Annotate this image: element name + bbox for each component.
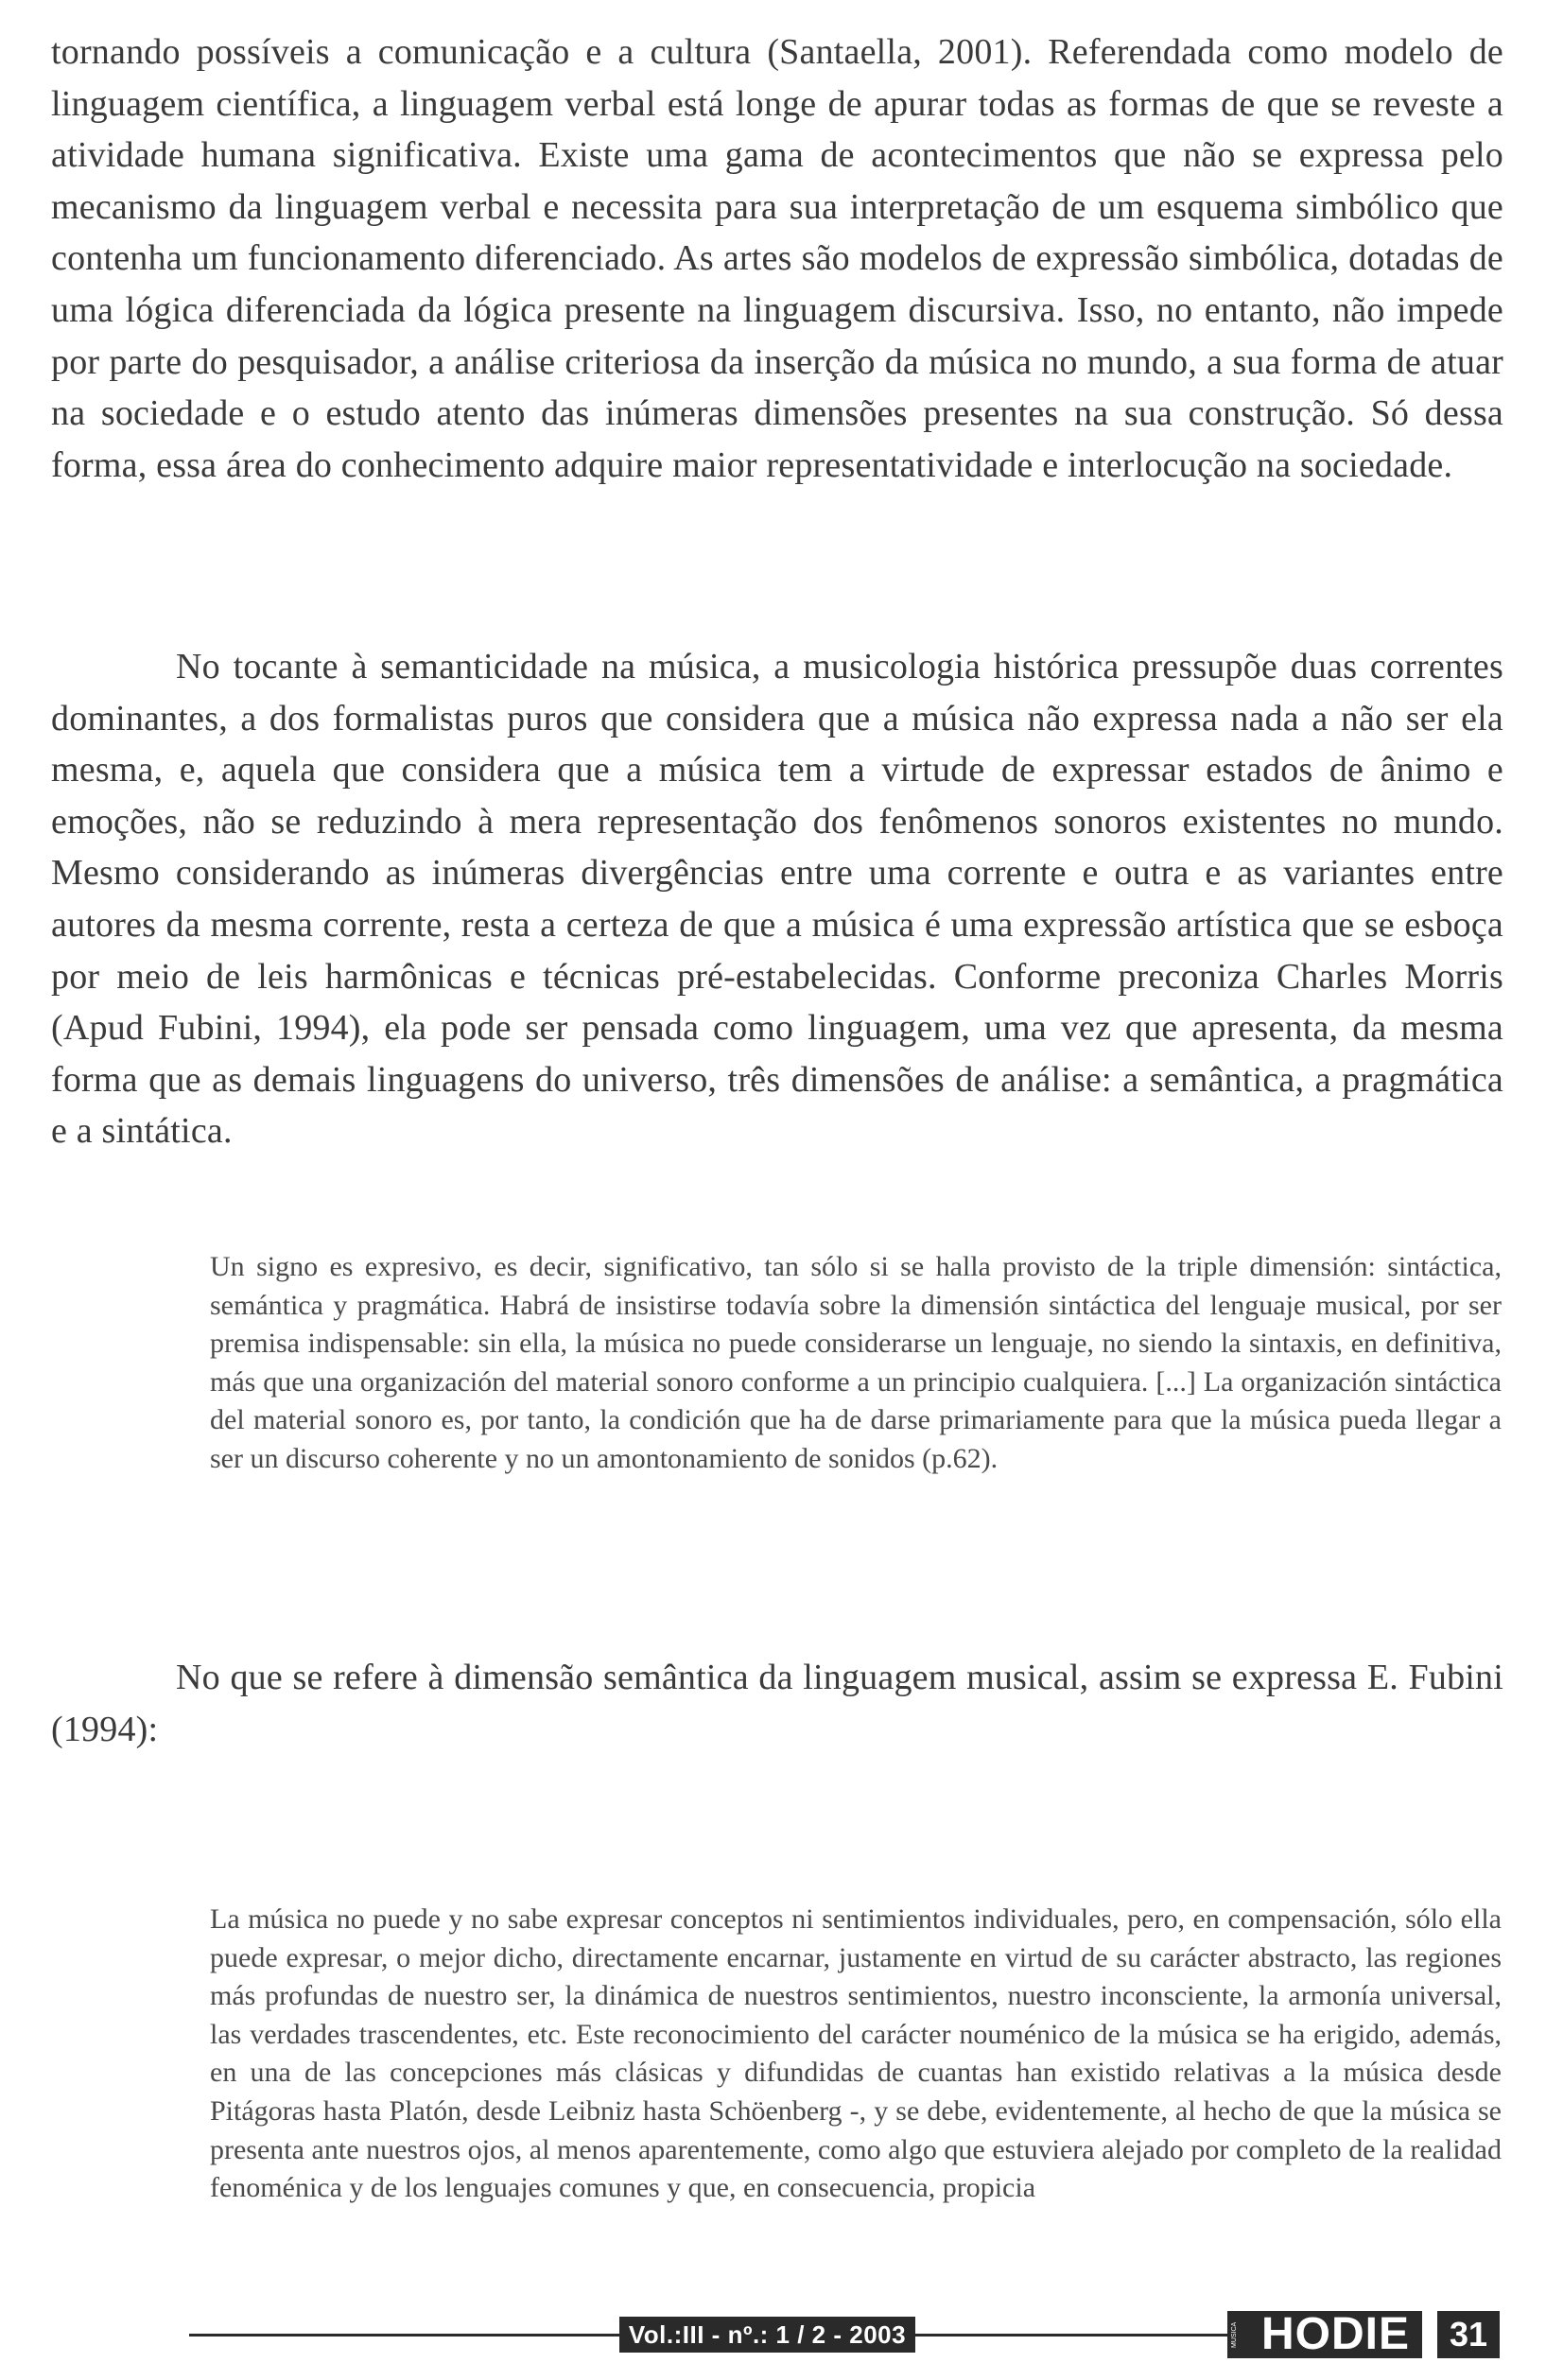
- footer-rule-left: [189, 2334, 619, 2337]
- logo-text: HODIE: [1261, 2309, 1411, 2359]
- block-quote-2: La música no puede y no sabe expresar conceptos ni sentimientos individuales, pero, en compensación, sólo ella puede expresar, o mejor dicho, directamente encarnar, justamente en virtud de su carácter abstracto, las regiones más profundas de nuestro ser, la dinámica de nuestros sentimientos, nuestro inconsciente, la armonía universal, las verdades trascendentes, etc. Este reconocimiento del carácter nouménico de la música se ha erigido, además, en una de las concepciones más clásicas y difundidas de cuantas han existido relativas a la música desde Pitágoras hasta Platón, desde Leibniz hasta Schöenberg -, y se debe, evidentemente, al hecho de que la música se presenta ante nuestros ojos, al menos aparentemente, como algo que estuviera alejado por completo de la realidad fenoménica y de los lenguajes comunes y que, en consecuencia, propicia: [210, 1903, 1502, 2204]
- footer-rule-middle: [915, 2334, 1227, 2337]
- paragraph-1: tornando possíveis a comunicação e a cultura (Santaella, 2001). Referendada como modelo de linguagem científica, a linguagem verbal está longe de apurar todas as formas de que se reveste a atividade humana significativa. Existe uma gama de acontecimentos que não se expressa pelo mecanismo da linguagem verbal e necessita para sua interpretação de um esquema simbólico que contenha um funcionamento diferenciado. As artes são modelos de expressão simbólica, dotadas de uma lógica diferenciada da lógica presente na linguagem discursiva. Isso, no entanto, não impede por parte do pesquisador, a análise criteriosa da inserção da música no mundo, a sua forma de atuar na sociedade e o estudo atento das inúmeras dimensões presentes na sua construção. Só dessa forma, essa área do conhecimento adquire maior representatividade e interlocução na sociedade.: [51, 32, 1503, 485]
- page-number: 31: [1437, 2311, 1500, 2358]
- block-quote-1: Un signo es expresivo, es decir, significativo, tan sólo si se halla provisto de la triple dimensión: sintáctica, semántica y pragmática. Habrá de insistirse todavía sobre la dimensión sintáctica del lenguaje musical, por ser premisa indispensable: sin ella, la música no puede considerarse un lenguaje, no siendo la sintaxis, en definitiva, más que una organización del material sonoro conforme a un principio cualquiera. [...] La organización sintáctica del material sonoro es, por tanto, la condición que ha de darse primariamente para que la música pueda llegar a ser un discurso coherente y no un amontonamiento de sonidos (p.62).: [210, 1251, 1502, 1474]
- journal-logo: [1227, 2311, 1422, 2358]
- page-footer: [0, 2307, 1546, 2364]
- logo-subtitle: MÚSICA: [1231, 2321, 1238, 2348]
- volume-label: Vol.:III - nº.: 1 / 2 - 2003: [619, 2317, 915, 2353]
- paragraph-2: No tocante à semanticidade na música, a musicologia histórica pressupõe duas correntes dominantes, a dos formalistas puros que considera que a música não expressa nada a não ser ela mesma, e, aquela que considera que a música tem a virtude de expressar estados de ânimo e emoções, não se reduzindo à mera representação dos fenômenos sonoros existentes no mundo. Mesmo considerando as inúmeras divergências entre uma corrente e outra e as variantes entre autores da mesma corrente, resta a certeza de que a música é uma expressão artística que se esboça por meio de leis harmônicas e técnicas pré-estabelecidas. Conforme preconiza Charles Morris (Apud Fubini, 1994), ela pode ser pensada como linguagem, uma vez que apresenta, da mesma forma que as demais linguagens do universo, três dimensões de análise: a semântica, a pragmática e a sintática.: [51, 647, 1503, 1152]
- paragraph-3: No que se refere à dimensão semântica da linguagem musical, assim se expressa E. Fubini (1994):: [51, 1658, 1503, 1749]
